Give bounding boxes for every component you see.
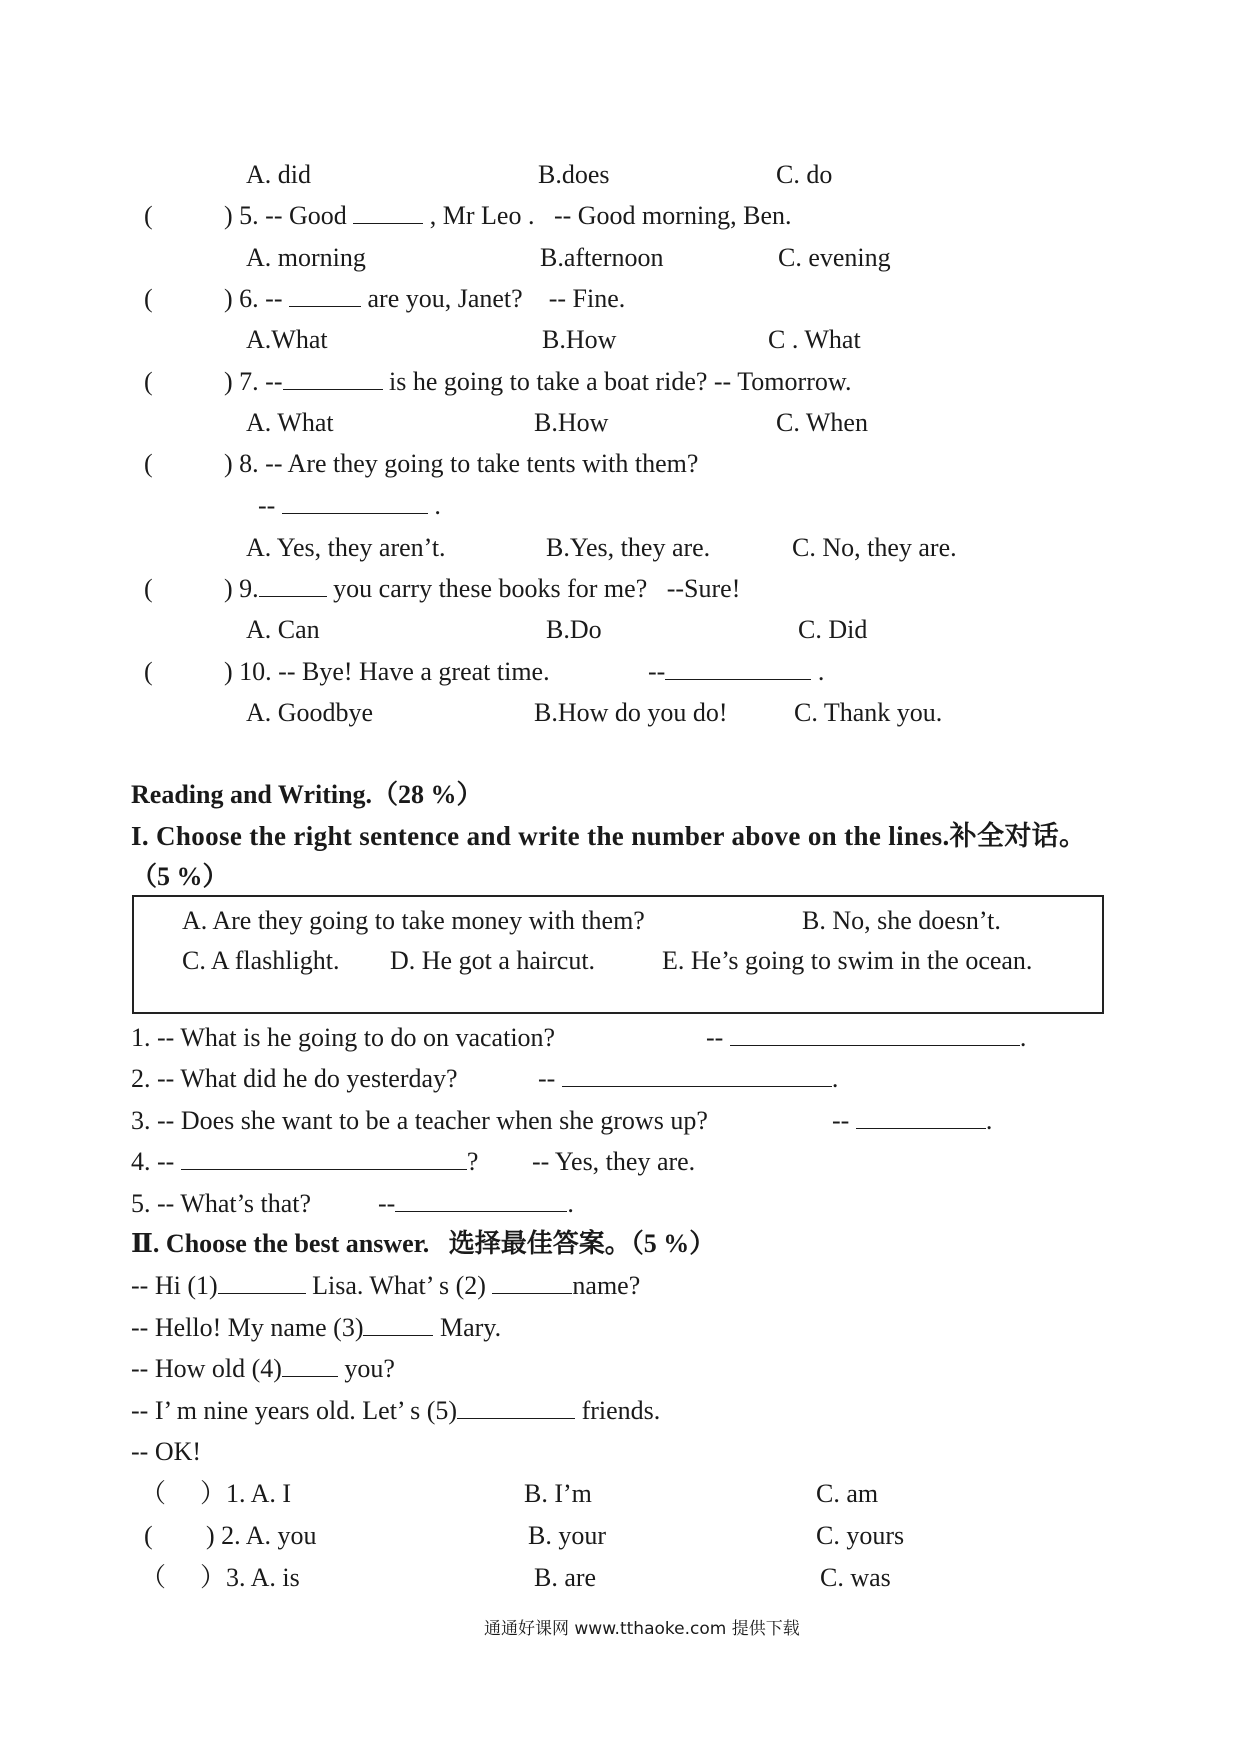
q6-paren: ( bbox=[144, 284, 153, 313]
q8-option-b: B.Yes, they are. bbox=[546, 533, 711, 562]
q10-paren: ( bbox=[144, 657, 153, 686]
part1-q4-reply: -- Yes, they are. bbox=[532, 1147, 696, 1176]
q6-stem: ) 6. -- are you, Janet? -- Fine. bbox=[224, 284, 626, 313]
q6-option-b: B.How bbox=[542, 325, 617, 354]
q5-option-c: C. evening bbox=[778, 243, 891, 272]
part2-q2-paren: ( bbox=[144, 1521, 153, 1550]
q6-option-a: A.What bbox=[246, 325, 328, 354]
q9-stem: ) 9. you carry these books for me? --Sure! bbox=[224, 574, 741, 603]
part1-q3-blank[interactable] bbox=[856, 1106, 986, 1129]
q10-blank[interactable] bbox=[665, 657, 811, 680]
q7-option-b: B.How bbox=[534, 408, 609, 437]
part1-q3: 3. -- Does she want to be a teacher when she grows up? bbox=[131, 1106, 708, 1135]
part2-q2-option-b: B. your bbox=[528, 1521, 606, 1550]
part2-title: Ⅱ. Choose the best answer. 选择最佳答案。（5 %） bbox=[131, 1229, 716, 1258]
choice-a: A. Are they going to take money with them? bbox=[182, 906, 645, 935]
q8-option-a: A. Yes, they aren’t. bbox=[246, 533, 446, 562]
choice-d: D. He got a haircut. bbox=[390, 946, 596, 975]
q9-paren: ( bbox=[144, 574, 153, 603]
q5-option-b: B.afternoon bbox=[540, 243, 664, 272]
q9-option-b: B.Do bbox=[546, 615, 602, 644]
q7-blank[interactable] bbox=[283, 367, 383, 390]
q8-answer-line: -- . bbox=[258, 491, 441, 520]
part1-q3-answer: -- . bbox=[832, 1106, 993, 1135]
dialogue-line-1: -- Hi (1) Lisa. What’ s (2) name? bbox=[131, 1271, 641, 1300]
part1-score: （5 %） bbox=[131, 862, 229, 891]
q8-option-c: C. No, they are. bbox=[792, 533, 957, 562]
q9-blank[interactable] bbox=[259, 574, 327, 597]
q5-paren: ( bbox=[144, 201, 153, 230]
q5-stem: ) 5. -- Good , Mr Leo . -- Good morning, Ben. bbox=[224, 201, 792, 230]
q4-option-b: B.does bbox=[538, 160, 610, 189]
q10-stem: ) 10. -- Bye! Have a great time. bbox=[224, 657, 550, 686]
part2-q3-option-a: ）3. A. is bbox=[200, 1563, 300, 1592]
part1-q5: 5. -- What’s that? bbox=[131, 1189, 312, 1218]
part2-q1-option-c: C. am bbox=[816, 1479, 879, 1508]
part1-q5-blank[interactable] bbox=[395, 1189, 567, 1212]
part2-q1-option-b: B. I’m bbox=[524, 1479, 592, 1508]
part2-q2-option-a: ) 2. A. you bbox=[206, 1521, 317, 1550]
q5-blank[interactable] bbox=[353, 201, 423, 224]
part1-q1-answer: -- . bbox=[706, 1023, 1027, 1052]
blank-1[interactable] bbox=[218, 1271, 306, 1294]
blank-4[interactable] bbox=[282, 1354, 338, 1377]
q4-option-c: C. do bbox=[776, 160, 833, 189]
choice-b: B. No, she doesn’t. bbox=[802, 906, 1001, 935]
q10-option-a: A. Goodbye bbox=[246, 698, 374, 727]
part1-q1: 1. -- What is he going to do on vacation? bbox=[131, 1023, 556, 1052]
blank-5[interactable] bbox=[457, 1396, 575, 1419]
section-title: Reading and Writing.（28 %） bbox=[131, 780, 483, 809]
dialogue-line-2: -- Hello! My name (3) Mary. bbox=[131, 1313, 502, 1342]
part2-q3-option-b: B. are bbox=[534, 1563, 597, 1592]
q10-answer: -- . bbox=[648, 657, 825, 686]
part1-q1-blank[interactable] bbox=[730, 1023, 1020, 1046]
part2-q2-option-c: C. yours bbox=[816, 1521, 905, 1550]
part1-q4: 4. -- ? bbox=[131, 1147, 479, 1176]
q7-paren: ( bbox=[144, 367, 153, 396]
q6-blank[interactable] bbox=[289, 284, 361, 307]
q4-option-a: A. did bbox=[246, 160, 311, 189]
q9-option-c: C. Did bbox=[798, 615, 868, 644]
q8-paren: ( bbox=[144, 449, 153, 478]
q8-stem: ) 8. -- Are they going to take tents with them? bbox=[224, 449, 699, 478]
choice-e: E. He’s going to swim in the ocean. bbox=[662, 946, 1033, 975]
part1-q2-blank[interactable] bbox=[562, 1064, 832, 1087]
part2-q3-option-c: C. was bbox=[820, 1563, 891, 1592]
part2-q1-option-a: ）1. A. I bbox=[200, 1479, 292, 1508]
part2-q3-paren: （ bbox=[140, 1563, 167, 1592]
dialogue-line-5: -- OK! bbox=[131, 1437, 202, 1466]
q10-option-c: C. Thank you. bbox=[794, 698, 943, 727]
part2-q1-paren: （ bbox=[140, 1479, 167, 1508]
page-footer: 通通好课网 www.tthaoke.com 提供下载 bbox=[484, 1619, 800, 1639]
q9-option-a: A. Can bbox=[246, 615, 320, 644]
part1-q2-answer: -- . bbox=[538, 1064, 839, 1093]
part1-title: I. Choose the right sentence and write the number above on the lines.补全对话。 bbox=[131, 821, 1087, 851]
q8-blank[interactable] bbox=[282, 491, 428, 514]
q7-option-c: C. When bbox=[776, 408, 868, 437]
q7-stem: ) 7. -- is he going to take a boat ride? -- Tomorrow. bbox=[224, 367, 852, 396]
q7-option-a: A. What bbox=[246, 408, 334, 437]
part1-q2: 2. -- What did he do yesterday? bbox=[131, 1064, 458, 1093]
blank-2[interactable] bbox=[492, 1271, 572, 1294]
q6-option-c: C . What bbox=[768, 325, 861, 354]
choice-c: C. A flashlight. bbox=[182, 946, 340, 975]
dialogue-line-4: -- I’ m nine years old. Let’ s (5) friends. bbox=[131, 1396, 661, 1425]
q10-option-b: B.How do you do! bbox=[534, 698, 728, 727]
dialogue-line-3: -- How old (4) you? bbox=[131, 1354, 395, 1383]
part1-q5-answer: -- . bbox=[378, 1189, 574, 1218]
blank-3[interactable] bbox=[363, 1313, 433, 1336]
q5-option-a: A. morning bbox=[246, 243, 366, 272]
part1-q4-blank[interactable] bbox=[181, 1147, 467, 1170]
